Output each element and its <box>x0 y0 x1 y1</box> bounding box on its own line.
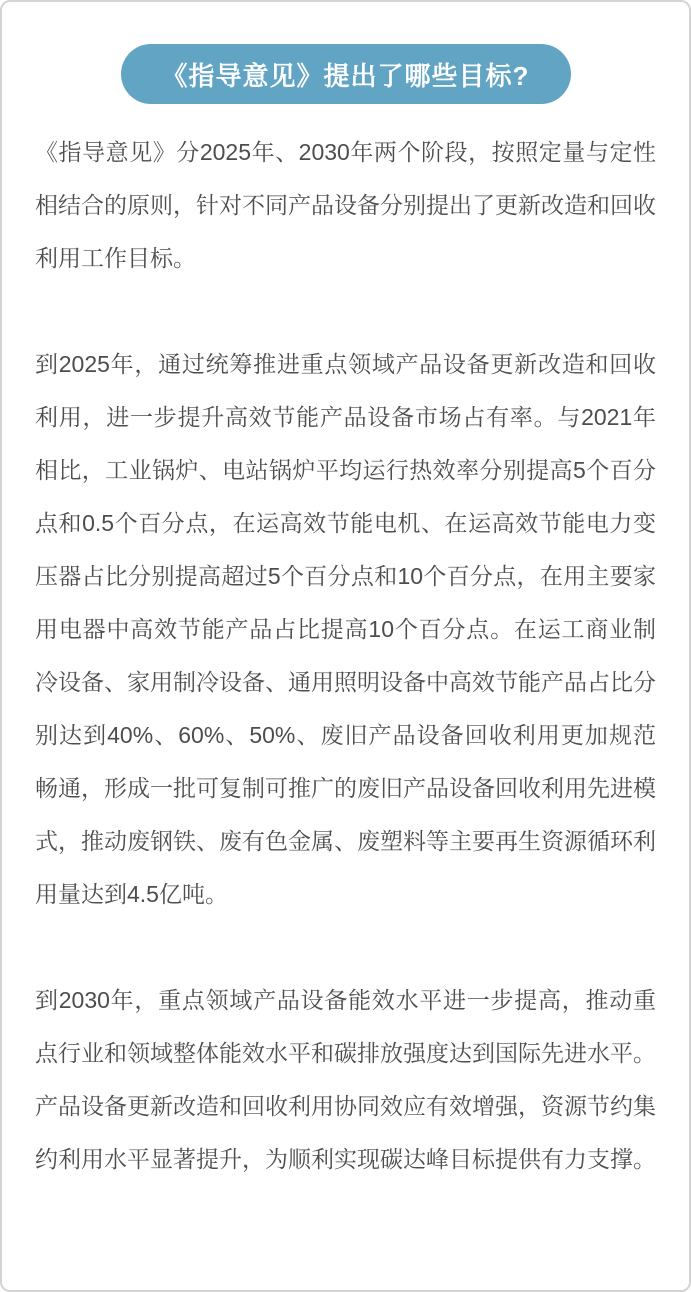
section-title-badge <box>121 44 571 104</box>
paragraph-2025-goals: 到2025年，通过统筹推进重点领域产品设备更新改造和回收利用，进一步提升高效节能产品设备市场占有率。与2021年相比，工业锅炉、电站锅炉平均运行热效率分别提高5个百分点和0.5个百分点，在运高效节能电机、在运高效节能电力变压器占比分别提高超过5个百分点和10个百分点，在用主要家用电器中高效节能产品占比提高10个百分点。在运工商业制冷设备、家用制冷设备、通用照明设备中高效节能产品占比分别达到40%、60%、50%、废旧产品设备回收利用更加规范畅通，形成一批可复制可推广的废旧产品设备回收利用先进模式，推动废钢铁、废有色金属、废塑料等主要再生资源循环利用量达到4.5亿吨。 <box>35 351 656 907</box>
paragraph-2030-goals: 到2030年，重点领域产品设备能效水平进一步提高，推动重点行业和领域整体能效水平和碳排放强度达到国际先进水平。产品设备更新改造和回收利用协同效应有效增强，资源节约集约利用水平显著提升，为顺利实现碳达峰目标提供有力支撑。 <box>35 987 656 1172</box>
section-title: 《指导意见》提出了哪些目标? <box>161 60 530 91</box>
article-body <box>2 126 689 1186</box>
paragraph-overview: 《指导意见》分2025年、2030年两个阶段，按照定量与定性相结合的原则，针对不同产品设备分别提出了更新改造和回收利用工作目标。 <box>35 139 656 271</box>
